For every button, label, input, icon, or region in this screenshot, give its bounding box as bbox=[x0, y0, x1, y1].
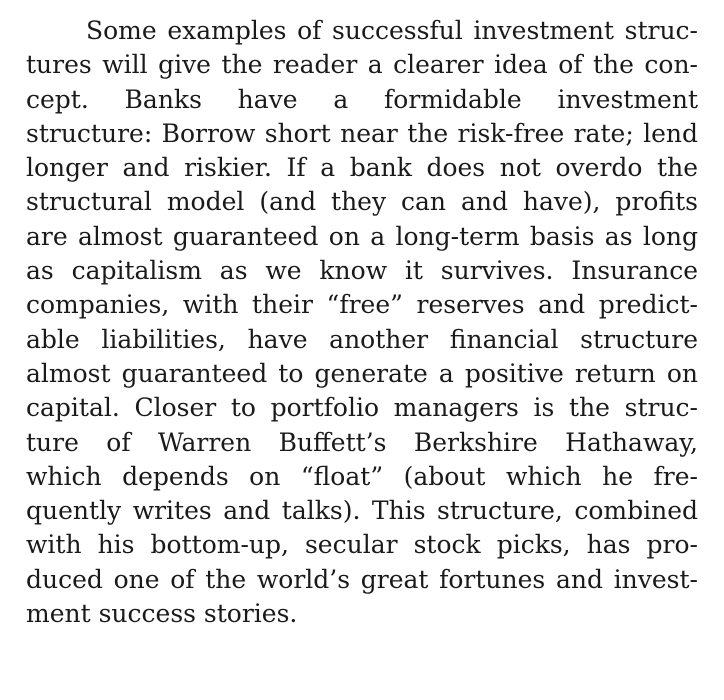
paragraph-line: with his bottom-up, secular stock picks, has pro- bbox=[26, 530, 698, 560]
paragraph-line: cept. Banks have a formidable investment bbox=[26, 84, 698, 114]
body-paragraph bbox=[26, 14, 698, 631]
paragraph-line: which depends on “float” (about which he fre- bbox=[26, 461, 698, 491]
paragraph-line: ture of Warren Buffett’s Berkshire Hathaway, bbox=[26, 427, 698, 457]
paragraph-line: tures will give the reader a clearer idea of the con- bbox=[26, 50, 698, 80]
paragraph-line: Some examples of successful investment struc- bbox=[86, 16, 698, 45]
paragraph-line: longer and riskier. If a bank does not overdo the bbox=[26, 153, 698, 183]
paragraph-line: companies, with their “free” reserves and predict- bbox=[26, 290, 698, 320]
paragraph-line: as capitalism as we know it survives. Insurance bbox=[26, 256, 698, 286]
text-page bbox=[26, 14, 698, 631]
paragraph-line: structure: Borrow short near the risk-free rate; lend bbox=[26, 118, 698, 148]
paragraph-line: structural model (and they can and have), profits bbox=[26, 187, 698, 217]
paragraph-line: able liabilities, have another financial structure bbox=[26, 324, 698, 354]
paragraph-line: ment success stories. bbox=[26, 599, 298, 629]
paragraph-line: almost guaranteed to generate a positive return on bbox=[26, 358, 698, 388]
paragraph-line: duced one of the world’s great fortunes and invest- bbox=[26, 564, 698, 594]
paragraph-line: quently writes and talks). This structure, combined bbox=[26, 496, 698, 526]
paragraph-line: capital. Closer to portfolio managers is the struc- bbox=[26, 393, 698, 423]
paragraph-line: are almost guaranteed on a long-term basis as long bbox=[26, 221, 698, 251]
